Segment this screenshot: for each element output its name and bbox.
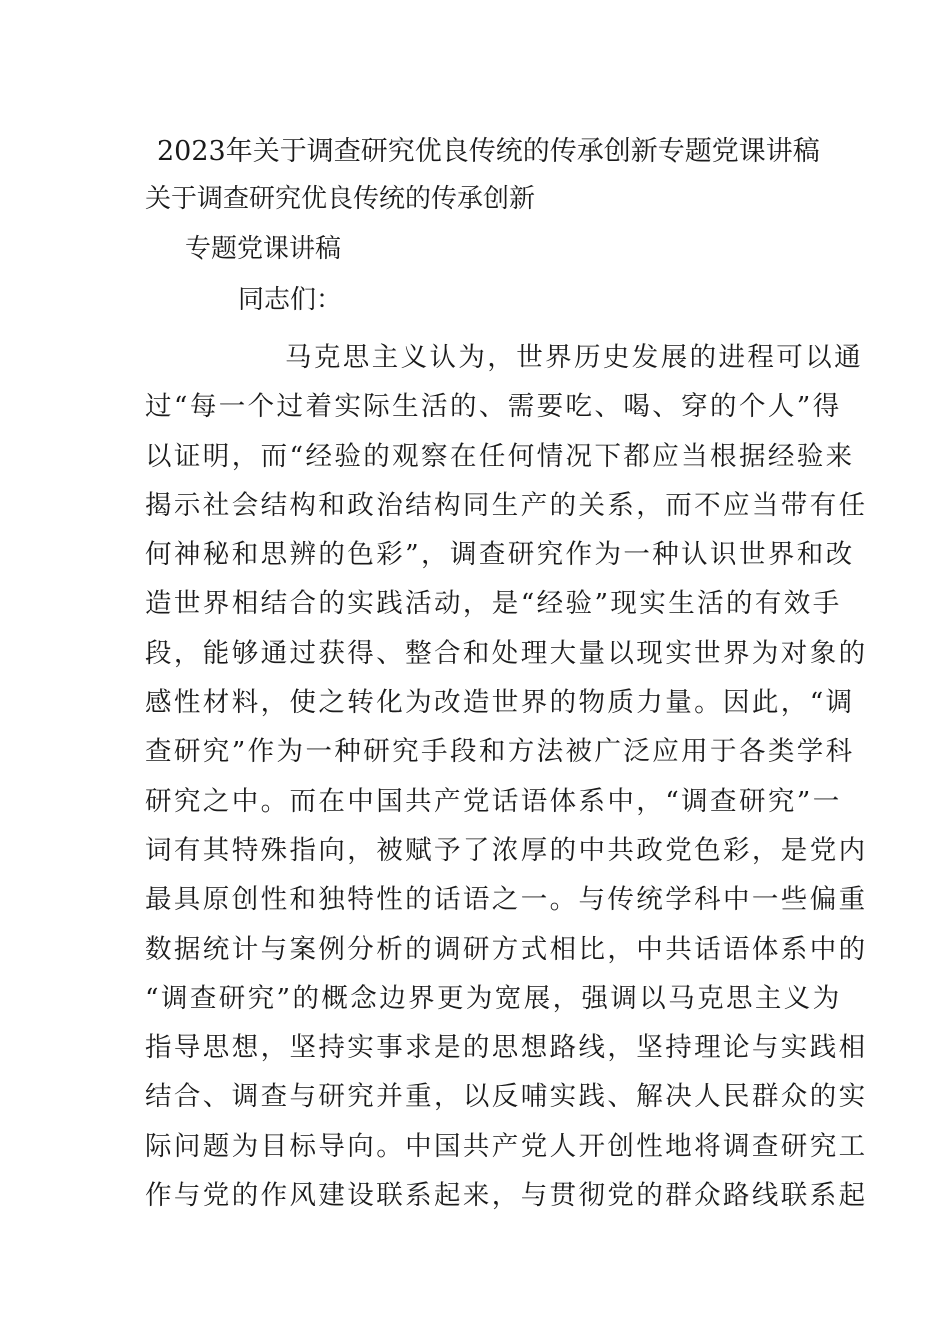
body-line: 词有其特殊指向，被赋予了浓厚的中共政党色彩，是党内	[145, 834, 868, 866]
body-line: 揭示社会结构和政治结构同生产的关系，而不应当带有任	[145, 489, 868, 521]
body-line: 际问题为目标导向。中国共产党人开创性地将调查研究工	[145, 1130, 868, 1162]
body-line: 以证明，而“经验的观察在任何情况下都应当根据经验来	[145, 440, 855, 472]
document-subtitle: 关于调查研究优良传统的传承创新	[145, 184, 536, 214]
body-line: 过“每一个过着实际生活的、需要吃、喝、穿的个人”得	[145, 391, 842, 423]
body-line: 指导思想，坚持实事求是的思想路线，坚持理论与实践相	[145, 1032, 868, 1064]
body-line: 查研究”作为一种研究手段和方法被广泛应用于各类学科	[145, 736, 855, 768]
document-subtitle-continued: 专题党课讲稿	[185, 234, 342, 264]
body-paragraph	[145, 333, 868, 1220]
body-line: 造世界相结合的实践活动，是“经验”现实生活的有效手	[145, 588, 842, 620]
body-line: “调查研究”的概念边界更为宽展，强调以马克思主义为	[145, 982, 842, 1014]
salutation: 同志们：	[238, 285, 343, 315]
body-line: 最具原创性和独特性的话语之一。与传统学科中一些偏重	[145, 884, 868, 916]
document-title: 2023年关于调查研究优良传统的传承创新专题党课讲稿	[157, 136, 820, 167]
body-line: 马克思主义认为，世界历史发展的进程可以通	[285, 342, 863, 373]
body-line: 数据统计与案例分析的调研方式相比，中共话语体系中的	[145, 933, 868, 965]
body-line: 何神秘和思辨的色彩”，调查研究作为一种认识世界和改	[145, 539, 855, 571]
body-line: 结合、调查与研究并重，以反哺实践、解决人民群众的实	[145, 1081, 868, 1113]
body-line: 段，能够通过获得、整合和处理大量以现实世界为对象的	[145, 637, 868, 669]
body-line: 作与党的作风建设联系起来，与贯彻党的群众路线联系起	[145, 1180, 868, 1212]
body-line: 研究之中。而在中国共产党话语体系中，“调查研究”一	[145, 785, 842, 817]
body-line: 感性材料，使之转化为改造世界的物质力量。因此，“调	[145, 687, 855, 719]
